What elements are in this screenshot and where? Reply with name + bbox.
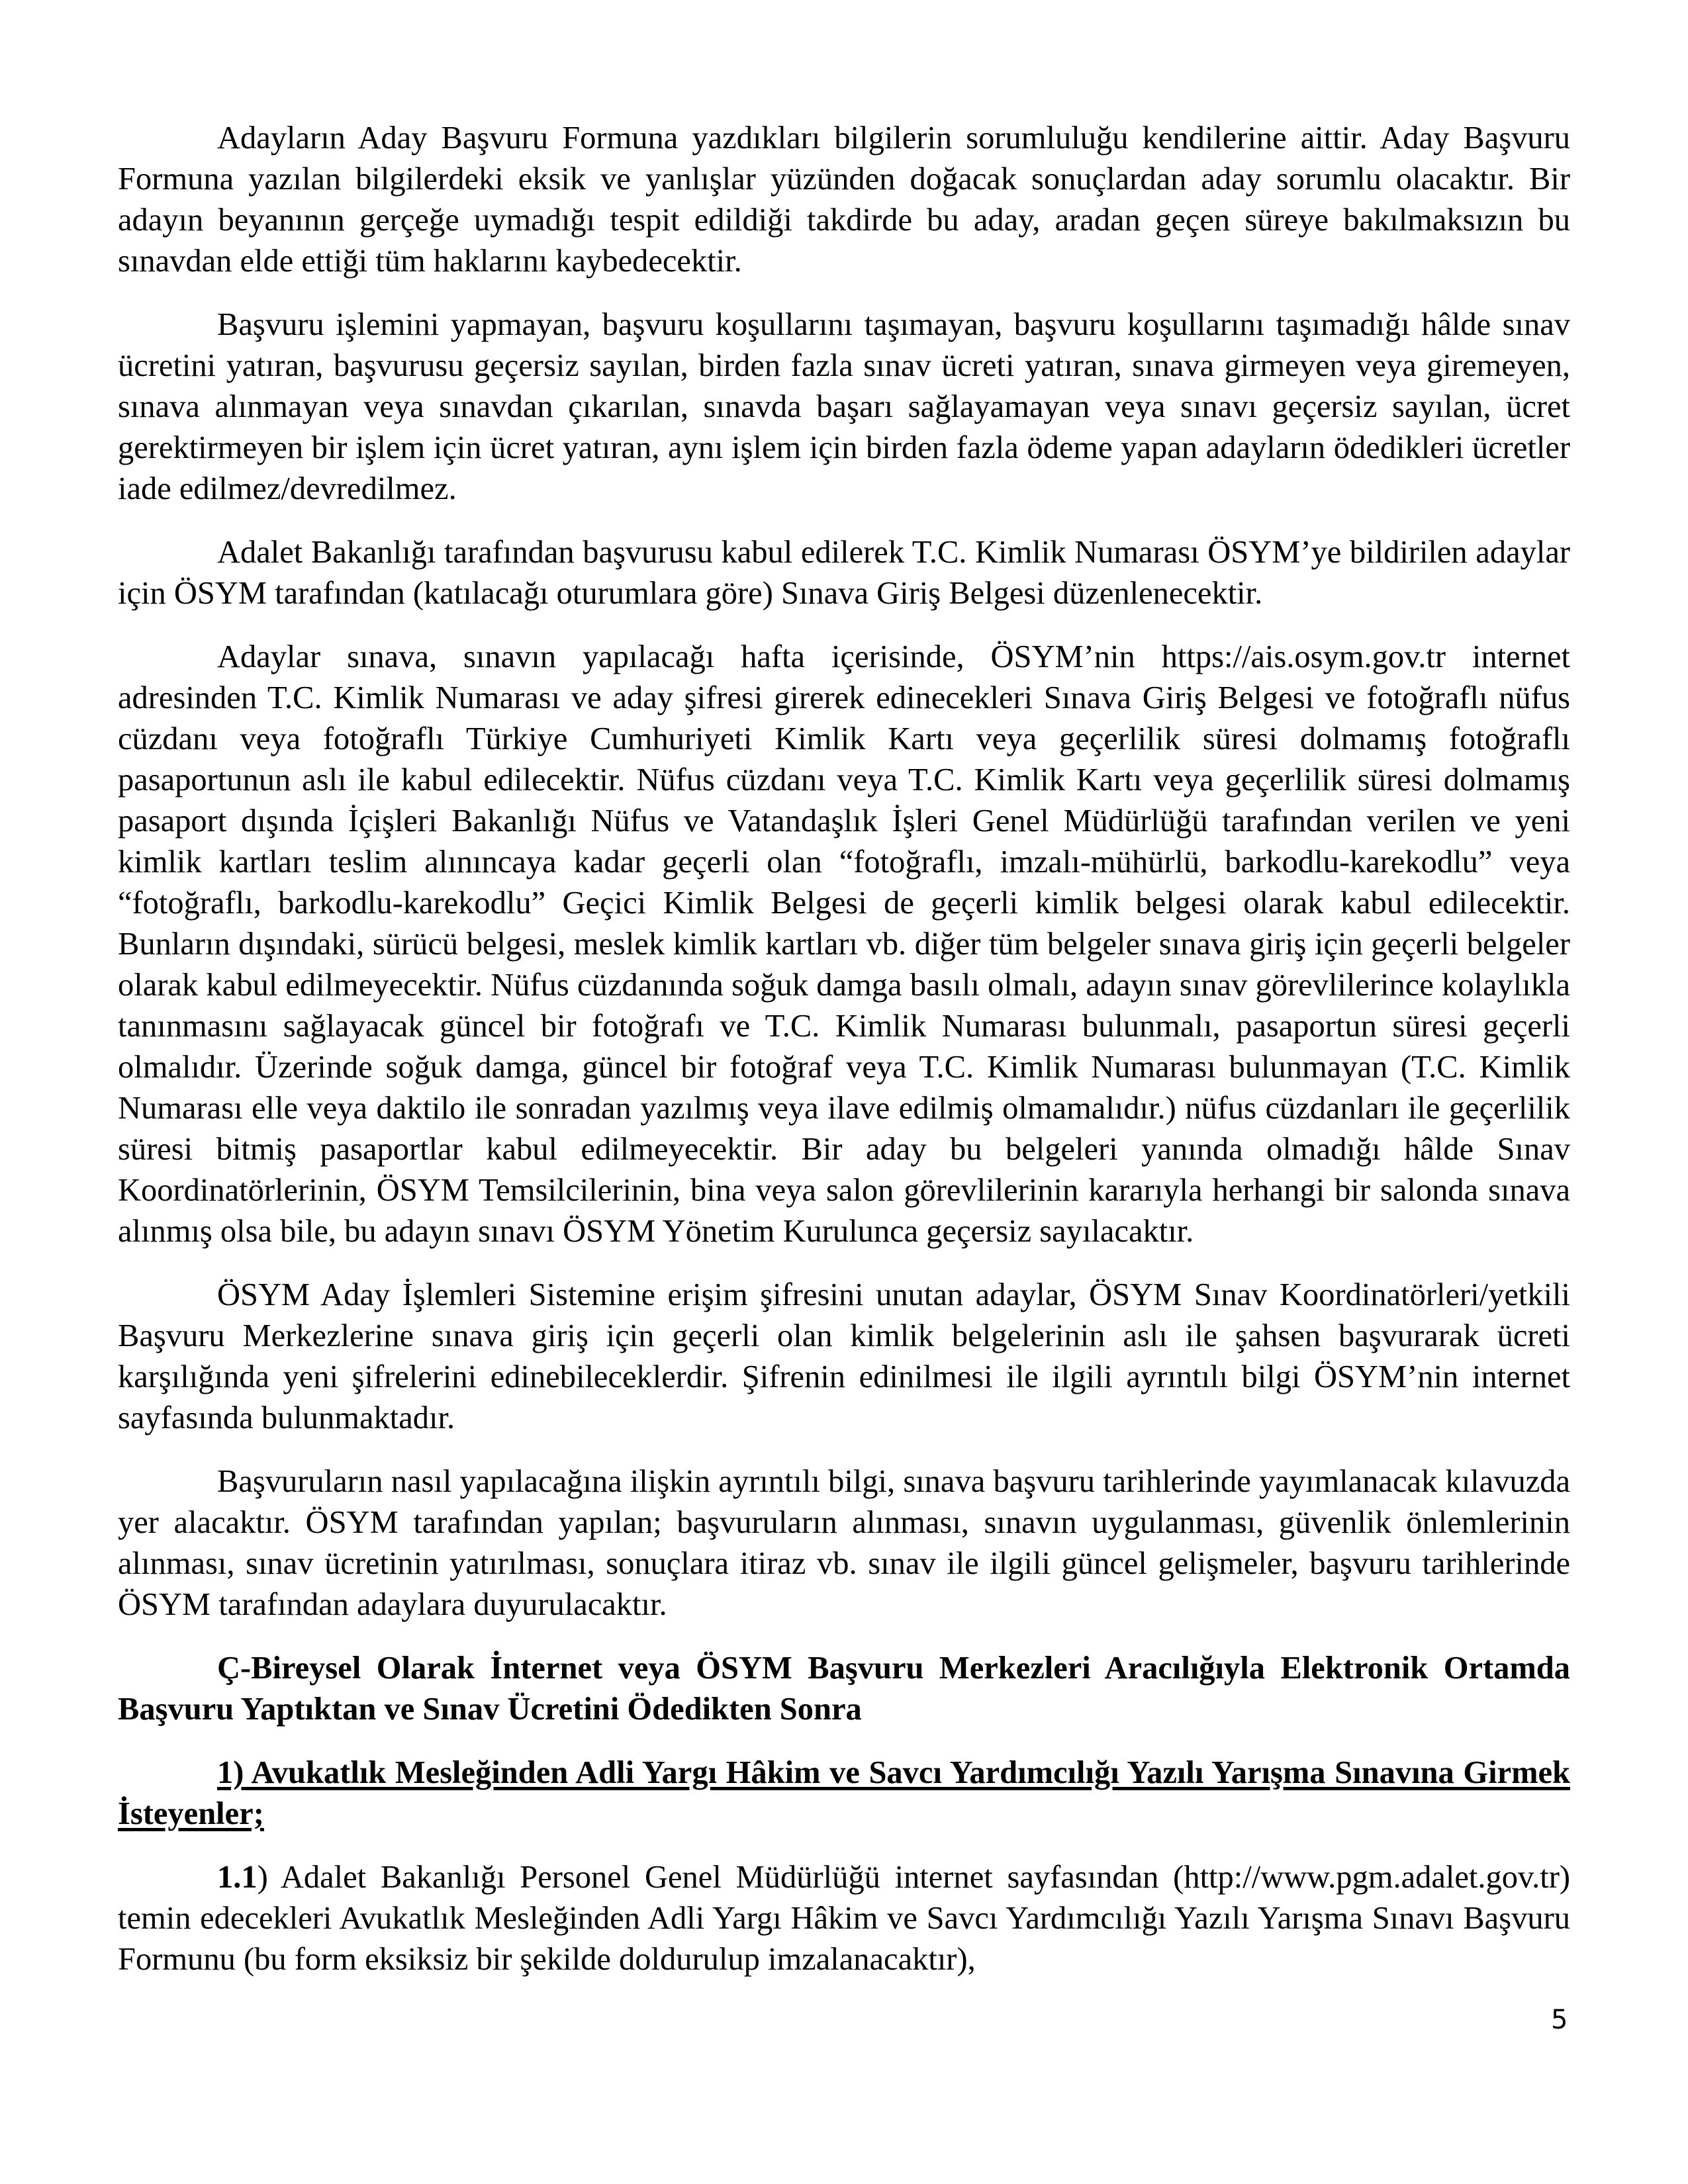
list-item-number: 1.1 [217,1860,258,1895]
paragraph-fee-refund-policy: Başvuru işlemini yapmayan, başvuru koşullarını taşımayan, başvuru koşullarını taşımadığı hâlde sınav ücretini yatıran, başvurusu geçersiz sayılan, birden fazla sınav ücreti yatıran, sınava girmeyen veya giremeyen, sınava alınmayan veya sınavdan çıkarılan, sınavda başarı sağlayamayan veya sınavı geçersiz sayılan, ücret gerektirmeyen bir işlem için ücret yatıran, aynı işlem için birden fazla ödeme yapan adayların ödedikleri ücretler iade edilmez/devredilmez. [118,307,1570,506]
paragraph-candidate-responsibility: Adayların Aday Başvuru Formuna yazdıkları bilgilerin sorumluluğu kendilerine aittir. Aday Başvuru Formuna yazılan bilgilerdeki eksik ve yanlışlar yüzünden doğacak sonuçlardan aday sorumlu olacaktır. Bir adayın beyanının gerçeğe uymadığı tespit edildiği takdirde bu aday, aradan geçen süreye bakılmaksızın bu sınavdan elde ettiği tüm haklarını kaybedecektir. [118,120,1570,279]
list-item-text: ) Adalet Bakanlığı Personel Genel Müdürlüğü internet sayfasından (http://www.pgm.adalet.gov.tr) temin edecekleri Avukatlık Mesleğinden Adli Yargı Hâkim ve Savcı Yardımcılığı Yazılı Yarışma Sınavı Başvuru Formunu (bu form eksiksiz bir şekilde doldurulup imzalanacaktır), [118,1860,1570,1977]
list-item-1-1 [118,1857,1570,1980]
paragraph-forgotten-password: ÖSYM Aday İşlemleri Sistemine erişim şifresini unutan adaylar, ÖSYM Sınav Koordinatörleri/yetkili Başvuru Merkezlerine sınava giriş için geçerli olan kimlik belgelerinin aslı ile şahsen başvurarak ücreti karşılığında yeni şifrelerini edinebileceklerdir. Şifrenin edinilmesi ile ilgili ayrıntılı bilgi ÖSYM’nin internet sayfasında bulunmaktadır. [118,1277,1570,1435]
subsection-heading [118,1752,1570,1835]
section-heading: Ç-Bireysel Olarak İnternet veya ÖSYM Başvuru Merkezleri Aracılığıyla Elektronik Ortamda Başvuru Yaptıktan ve Sınav Ücretini Ödedikten Sonra [118,1651,1570,1727]
subsection-heading-text: 1) Avukatlık Mesleğinden Adli Yargı Hâkim ve Savcı Yardımcılığı Yazılı Yarışma Sınavına Girmek İsteyenler; [118,1755,1570,1831]
paragraph-application-guide: Başvuruların nasıl yapılacağına ilişkin ayrıntılı bilgi, sınava başvuru tarihlerinde yayımlanacak kılavuzda yer alacaktır. ÖSYM tarafından yapılan; başvuruların alınması, sınavın uygulanması, güvenlik önlemlerinin alınması, sınav ücretinin yatırılması, sonuçlara itiraz vb. sınav ile ilgili güncel gelişmeler, başvuru tarihlerinde ÖSYM tarafından adaylara duyurulacaktır. [118,1464,1570,1622]
paragraph-exam-entry-document: Adalet Bakanlığı tarafından başvurusu kabul edilerek T.C. Kimlik Numarası ÖSYM’ye bildirilen adaylar için ÖSYM tarafından (katılacağı oturumlara göre) Sınava Giriş Belgesi düzenlenecektir. [118,535,1570,611]
page-number: 5 [1551,2005,1568,2035]
paragraph-identity-documents: Adaylar sınava, sınavın yapılacağı hafta içerisinde, ÖSYM’nin https://ais.osym.gov.tr internet adresinden T.C. Kimlik Numarası ve aday şifresi girerek edinecekleri Sınava Giriş Belgesi ve fotoğraflı nüfus cüzdanı veya fotoğraflı Türkiye Cumhuriyeti Kimlik Kartı veya geçerlilik süresi dolmamış fotoğraflı pasaportunun aslı ile kabul edilecektir. Nüfus cüzdanı veya T.C. Kimlik Kartı veya geçerlilik süresi dolmamış pasaport dışında İçişleri Bakanlığı Nüfus ve Vatandaşlık İşleri Genel Müdürlüğü tarafından verilen ve yeni kimlik kartları teslim alınıncaya kadar geçerli olan “fotoğraflı, imzalı-mühürlü, barkodlu-karekodlu” veya “fotoğraflı, barkodlu-karekodlu” Geçici Kimlik Belgesi de geçerli kimlik belgesi olarak kabul edilecektir. Bunların dışındaki, sürücü belgesi, meslek kimlik kartları vb. diğer tüm belgeler sınava giriş için geçerli belgeler olarak kabul edilmeyecektir. Nüfus cüzdanında soğuk damga basılı olmalı, adayın sınav görevlilerince kolaylıkla tanınmasını sağlayacak güncel bir fotoğrafı ve T.C. Kimlik Numarası bulunmalı, pasaportun süresi geçerli olmalıdır. Üzerinde soğuk damga, güncel bir fotoğraf veya T.C. Kimlik Numarası bulunmayan (T.C. Kimlik Numarası elle veya daktilo ile sonradan yazılmış veya ilave edilmiş olmamalıdır.) nüfus cüzdanları ile geçerlilik süresi bitmiş pasaportlar kabul edilmeyecektir. Bir aday bu belgeleri yanında olmadığı hâlde Sınav Koordinatörlerinin, ÖSYM Temsilcilerinin, bina veya salon görevlilerinin kararıyla herhangi bir salonda sınava alınmış olsa bile, bu adayın sınavı ÖSYM Yönetim Kurulunca geçersiz sayılacaktır. [118,639,1570,1249]
document-page [118,118,1570,2003]
